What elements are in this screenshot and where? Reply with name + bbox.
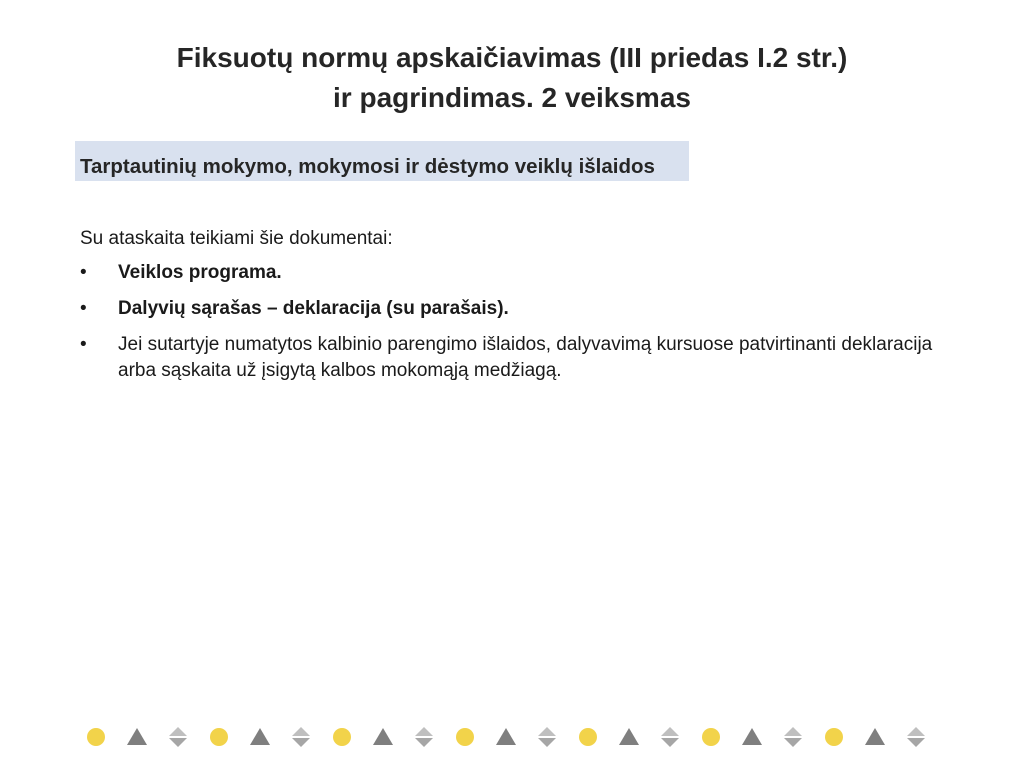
diamond-icon: [907, 727, 925, 747]
list-item-text: Jei sutartyje numatytos kalbinio parengimo išlaidos, dalyvavimą kursuose patvirtinanti deklaracija arba sąskaita už įsigytą kalbos mokomąją medžiagą.: [118, 334, 933, 381]
triangle-icon: [373, 728, 393, 745]
diamond-icon: [784, 727, 802, 747]
diamond-icon: [661, 727, 679, 747]
bullet-icon: •: [80, 262, 87, 283]
bullet-icon: •: [80, 334, 87, 355]
decorative-shape-row: [80, 722, 940, 752]
circle-icon: [210, 728, 228, 746]
slide-title-line-2: ir pagrindimas. 2 veiksmas: [333, 82, 691, 113]
bullet-icon: •: [80, 298, 87, 319]
triangle-icon: [127, 728, 147, 745]
circle-icon: [333, 728, 351, 746]
list-item: [80, 260, 940, 286]
triangle-icon: [250, 728, 270, 745]
diamond-icon: [538, 727, 556, 747]
circle-icon: [456, 728, 474, 746]
slide-title-line-1: Fiksuotų normų apskaičiavimas (III priedas I.2 str.): [176, 42, 848, 73]
triangle-icon: [619, 728, 639, 745]
circle-icon: [579, 728, 597, 746]
slide-title: [60, 38, 964, 118]
diamond-icon: [169, 727, 187, 747]
circle-icon: [825, 728, 843, 746]
list-item: [80, 332, 940, 384]
list-item: [80, 296, 940, 322]
section-heading: Tarptautinių mokymo, mokymosi ir dėstymo veiklų išlaidos: [80, 155, 655, 178]
circle-icon: [702, 728, 720, 746]
circle-icon: [87, 728, 105, 746]
diamond-icon: [292, 727, 310, 747]
triangle-icon: [865, 728, 885, 745]
decorative-shapes-svg: [80, 722, 940, 752]
list-item-text: Dalyvių sąrašas – deklaracija (su parašais).: [118, 298, 509, 319]
diamond-icon: [415, 727, 433, 747]
intro-text: Su ataskaita teikiami šie dokumentai:: [80, 228, 393, 249]
list-item-text: Veiklos programa.: [118, 262, 282, 283]
triangle-icon: [496, 728, 516, 745]
document-list: [80, 260, 940, 394]
triangle-icon: [742, 728, 762, 745]
